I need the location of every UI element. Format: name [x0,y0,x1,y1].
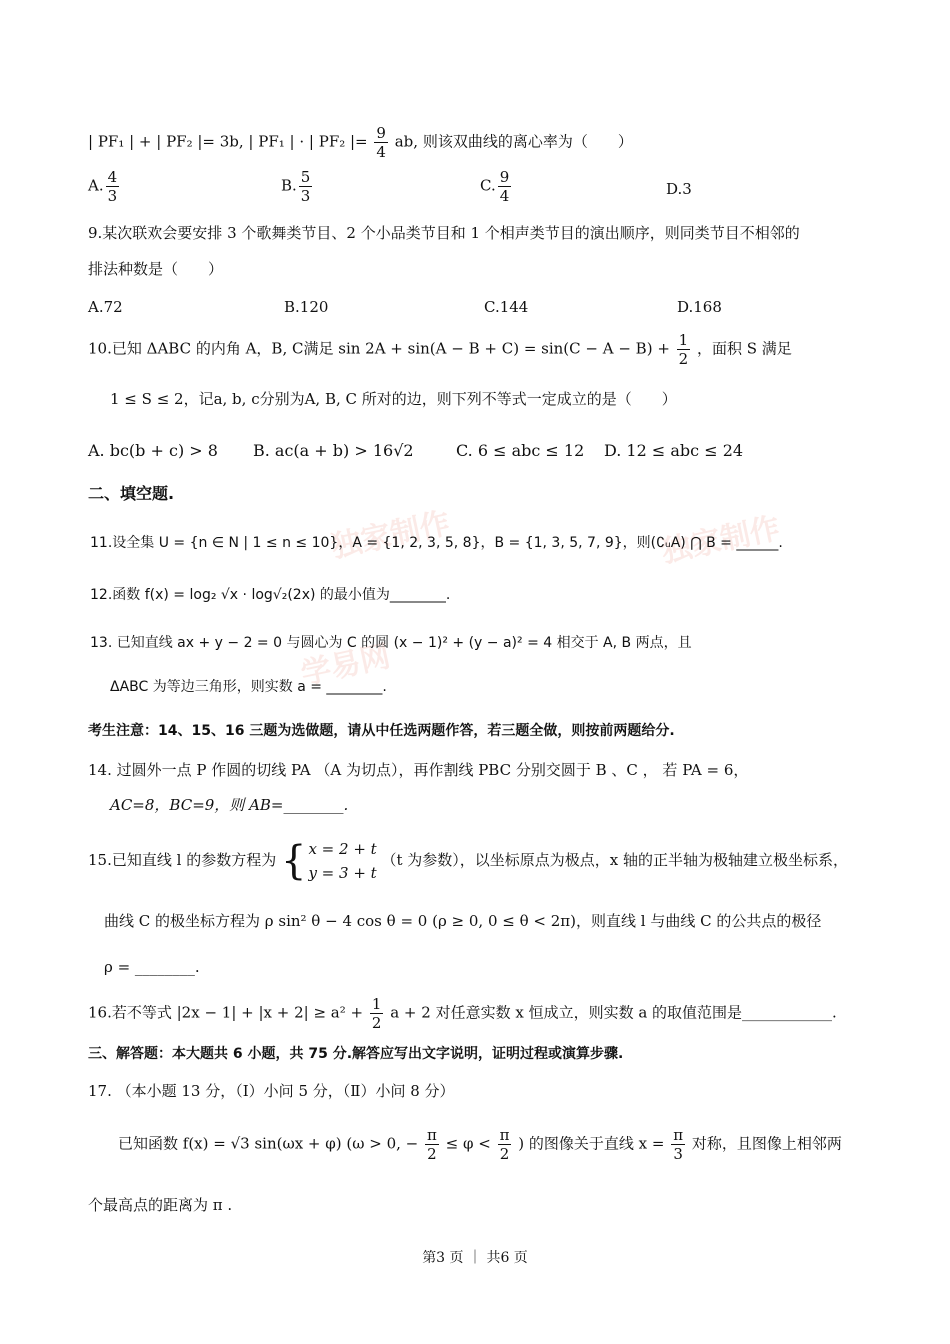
q9-line1: 9.某次联欢会要安排 3 个歌舞类节目、2 个小品类节目和 1 个相声类节目的演出顺序，则同类节目不相邻的 [88,224,800,242]
q10-fraction [677,331,691,368]
q17-fraction-pi-2b [498,1126,512,1163]
q16-text-a: 16.若不等式 |2x − 1| + |x + 2| ≥ a² + [88,1003,364,1022]
label: A. [88,176,104,195]
q9-option-a: A.72 [88,298,123,316]
q15-equation-system [308,837,376,885]
q17-text-c: ) 的图像关于直线 x = [518,1134,665,1153]
q8-stem-math: | PF₁ | + | PF₂ |= 3b, | PF₁ | · | PF₂ |= [88,132,368,151]
watermark: 学易网 [298,638,394,692]
watermark: 独家制作 [658,510,784,571]
left-brace-icon: { [280,838,307,884]
numerator: π [673,1126,684,1144]
q16-fraction [370,995,384,1032]
numerator: 5 [300,168,311,186]
q10-option-b: B. ac(a + b) > 16√2 [253,441,414,460]
q11-text: 11.设全集 U = {n ∈ N | 1 ≤ n ≤ 10}，A = {1, 2, 3, 5, 8}，B = {1, 3, 5, 7, 9}，则(∁ᵤA) ⋂ B = ______. [90,535,783,551]
q8-fraction [374,124,388,161]
q15-line1-tail: （t 为参数），以坐标原点为极点，x 轴的正半轴为极轴建立极坐标系， [381,851,849,869]
numerator: 1 [678,331,689,349]
q10-line2: 1 ≤ S ≤ 2，记a, b, c分别为A, B, C 所对的边，则下列不等式一定成立的是（ ） [110,390,677,408]
label: C. [480,176,496,195]
numerator: 1 [371,995,382,1013]
q13-line1: 13. 已知直线 ax + y − 2 = 0 与圆心为 C 的圆 (x − 1)² + (y − a)² = 4 相交于 A, B 两点，且 [90,635,692,651]
denominator: 2 [499,1145,510,1163]
denominator: 3 [300,187,311,205]
elective-note: 考生注意：14、15、16 三题为选做题，请从中任选两题作答，若三题全做，则按前两题给分. [88,723,675,739]
equation-y: y = 3 + t [308,864,377,882]
q9-option-c: C.144 [484,298,529,316]
q9-option-b: B.120 [284,298,329,316]
q10-option-d: D. 12 ≤ abc ≤ 24 [604,441,744,460]
q14-line1: 14. 过圆外一点 P 作圆的切线 PA （A 为切点），再作割线 PBC 分别交圆于 B 、C ， 若 PA = 6， [88,761,749,779]
q13-line2: ΔABC 为等边三角形，则实数 a = ________. [110,679,387,695]
q17-fraction-pi-3 [671,1126,685,1163]
q15-line1-text: 15.已知直线 l 的参数方程为 [88,851,277,869]
q10-line1 [88,331,792,368]
numerator: 4 [107,168,118,186]
q15-line2: 曲线 C 的极坐标方程为 ρ sin² θ − 4 cos θ = 0 (ρ ≥ 0, 0 ≤ θ < 2π)，则直线 l 与曲线 C 的公共点的极径 [104,912,822,930]
page-footer: 第3 页 ｜ 共6 页 [422,1250,528,1266]
denominator: 3 [673,1145,683,1163]
numerator: 9 [499,168,510,186]
q8-option-c [480,168,513,205]
q17-text-d: 对称，且图像上相邻两 [691,1134,842,1153]
denominator: 4 [376,143,386,161]
section-title-fill-in: 二、填空题. [88,484,175,503]
numerator: π [499,1126,510,1144]
q10-option-c: C. 6 ≤ abc ≤ 12 [456,441,585,460]
label: B. [281,176,297,195]
q17-header: 17. （本小题 13 分，（Ⅰ）小问 5 分，（Ⅱ）小问 8 分） [88,1082,455,1100]
q9-option-d: D.168 [677,298,722,316]
q9-line2: 排法种数是（ ） [88,260,224,278]
denominator: 4 [499,187,510,205]
q8-stem [88,124,633,161]
q10-line1-text: 10.已知 ΔABC 的内角 A，B, C满足 sin 2A + sin(A − B + C) = sin(C − A − B) + [88,339,670,358]
denominator: 3 [107,187,118,205]
q12-text: 12.函数 f(x) = log₂ √x · log√₂(2x) 的最小值为________. [90,587,451,603]
numerator: π [427,1126,437,1144]
section-title-solutions: 三、解答题：本大题共 6 小题，共 75 分.解答应写出文字说明，证明过程或演算步骤. [88,1046,624,1062]
equation-x: x = 2 + t [308,840,377,858]
q17-fraction-pi-2 [425,1126,439,1163]
denominator: 2 [371,1014,382,1032]
q17-line2: 个最高点的距离为 π . [88,1196,233,1214]
q14-line2: AC=8，BC=9，则 AB=________. [110,796,349,814]
q10-option-a: A. bc(b + c) > 8 [88,441,218,460]
q17-text-b: ≤ φ < [445,1134,491,1153]
q15-line3: ρ = ________. [104,958,200,976]
q8-option-b [281,168,314,205]
q10-line1-tail: ，面积 S 满足 [697,339,792,358]
denominator: 2 [427,1145,437,1163]
q8-option-d: D.3 [666,180,692,198]
q8-stem-tail: ab, 则该双曲线的离心率为（ ） [394,132,633,151]
watermark: 独家制作 [328,505,454,566]
numerator: 9 [376,124,386,142]
q16-text-b: a + 2 对任意实数 x 恒成立，则实数 a 的取值范围是____________. [390,1003,837,1022]
q16-text [88,995,837,1032]
q8-option-a [88,168,121,205]
q17-text-a: 已知函数 f(x) = √3 sin(ωx + φ) (ω > 0, − [118,1134,419,1153]
denominator: 2 [678,350,689,368]
q17-line1 [118,1126,842,1163]
q15-line1 [88,836,848,885]
